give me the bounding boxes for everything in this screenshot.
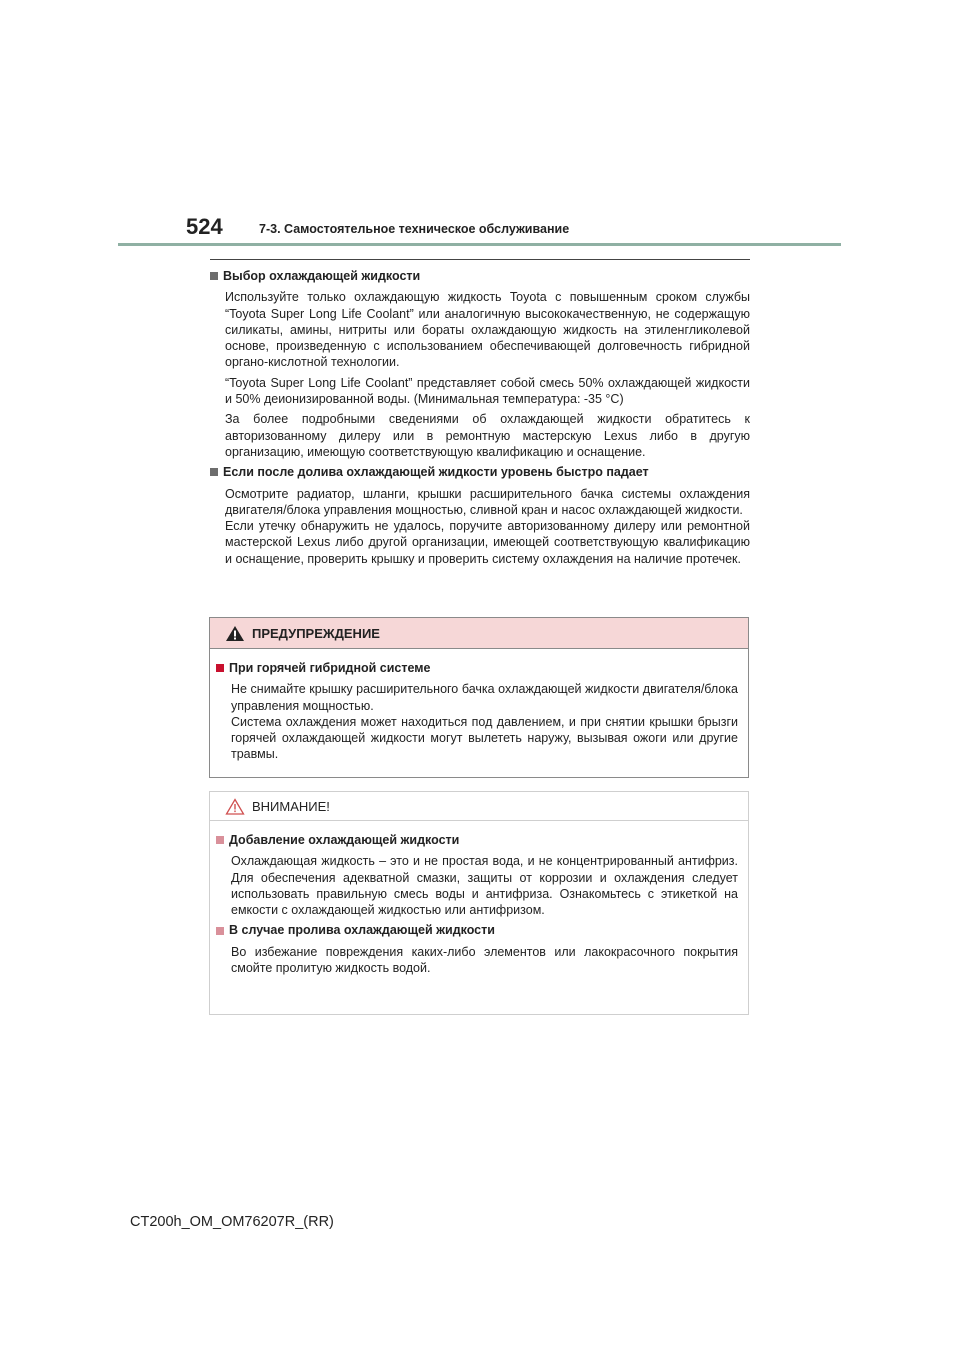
- footer-doc-code: CT200h_OM_OM76207R_(RR): [130, 1214, 334, 1230]
- content-top-rule: [210, 259, 750, 260]
- warning-heading-text: При горячей гибридной системе: [229, 661, 431, 675]
- square-bullet-icon: [216, 664, 224, 672]
- caution-body: [210, 821, 748, 976]
- section-heading-level-drops: [210, 464, 750, 480]
- warning-body: [210, 649, 748, 763]
- section-heading-text: Выбор охлаждающей жидкости: [223, 269, 421, 283]
- paragraph: Не снимайте крышку расширительного бачка охлаждающей жидкости двигателя/блока управления мощностью.: [231, 682, 738, 713]
- paragraph: Во избежание повреждения каких-либо элементов или лакокрасочного покрытия смойте пролитую жидкость водой.: [231, 944, 738, 976]
- square-bullet-icon: [216, 927, 224, 935]
- section-heading-text: Если после долива охлаждающей жидкости уровень быстро падает: [223, 465, 649, 480]
- warning-triangle-icon: [225, 625, 245, 642]
- paragraph: Система охлаждения может находиться под давлением, и при снятии крышки брызги горячей охлаждающей жидкости могут вылететь наружу, вызывая ожоги или другие травмы.: [231, 714, 738, 762]
- warning-box: [209, 617, 749, 778]
- caution-heading-text: В случае пролива охлаждающей жидкости: [229, 923, 495, 938]
- section-heading-coolant-choice: [210, 268, 750, 284]
- caution-box: [209, 791, 749, 1015]
- paragraph: Если утечку обнаружить не удалось, поручите авторизованному дилеру или ремонтной мастерской Lexus либо другой организации, имеющей соответствующую квалификацию и оснащение, проверить крышку и проверить систему охлаждения на наличие протечек.: [225, 519, 750, 566]
- paragraph: “Toyota Super Long Life Coolant” представляет собой смесь 50% охлаждающей жидкости и 50% деионизированной воды. (Минимальная температура: -35 °C): [225, 375, 750, 407]
- page-number: 524: [186, 214, 223, 239]
- caution-heading-spill: [216, 922, 738, 938]
- paragraph: За более подробными сведениями об охлаждающей жидкости обратитесь к авторизованному дилеру или в ремонтную мастерскую Lexus либо в другую организацию, имеющую соответствующую квалификацию и оснащение.: [225, 412, 750, 459]
- square-bullet-icon: [210, 468, 218, 476]
- warning-title: ПРЕДУПРЕЖДЕНИЕ: [252, 625, 380, 641]
- header-rule: [118, 243, 841, 246]
- caution-title: ВНИМАНИЕ!: [252, 798, 330, 814]
- caution-heading-adding: [216, 832, 738, 848]
- caution-header: [210, 792, 748, 821]
- square-bullet-icon: [216, 836, 224, 844]
- paragraph: Осмотрите радиатор, шланги, крышки расширительного бачка системы охлаждения двигателя/блока управления мощностью, сливной кран и насос охлаждающей жидкости.: [225, 486, 750, 517]
- paragraph: Используйте только охлаждающую жидкость Toyota с повышенным сроком службы “Toyota Super Long Life Coolant” или аналогичную высококачественную, не содержащую силикаты, амины, нитриты или бораты охлаждающую жидкость на этиленгликолевой основе, произведенную с использованием обеспечивающей долговечность гибридной органо-кислотной технологии.: [225, 290, 750, 370]
- warning-heading: [216, 660, 738, 676]
- section-title: 7-3. Самостоятельное техническое обслуживание: [259, 222, 570, 236]
- caution-heading-text: Добавление охлаждающей жидкости: [229, 833, 460, 847]
- warning-header: [210, 618, 748, 649]
- caution-triangle-icon: [225, 798, 245, 815]
- body-content: [210, 268, 750, 571]
- paragraph: Охлаждающая жидкость – это и не простая вода, и не концентрированный антифриз. Для обеспечения адекватной смазки, защиты от коррозии и охлаждения следует использовать правильную смесь воды и антифриза. Ознакомьтесь с этикеткой на емкости с охлаждающей жидкостью или антифризом.: [231, 854, 738, 918]
- square-bullet-icon: [210, 272, 218, 280]
